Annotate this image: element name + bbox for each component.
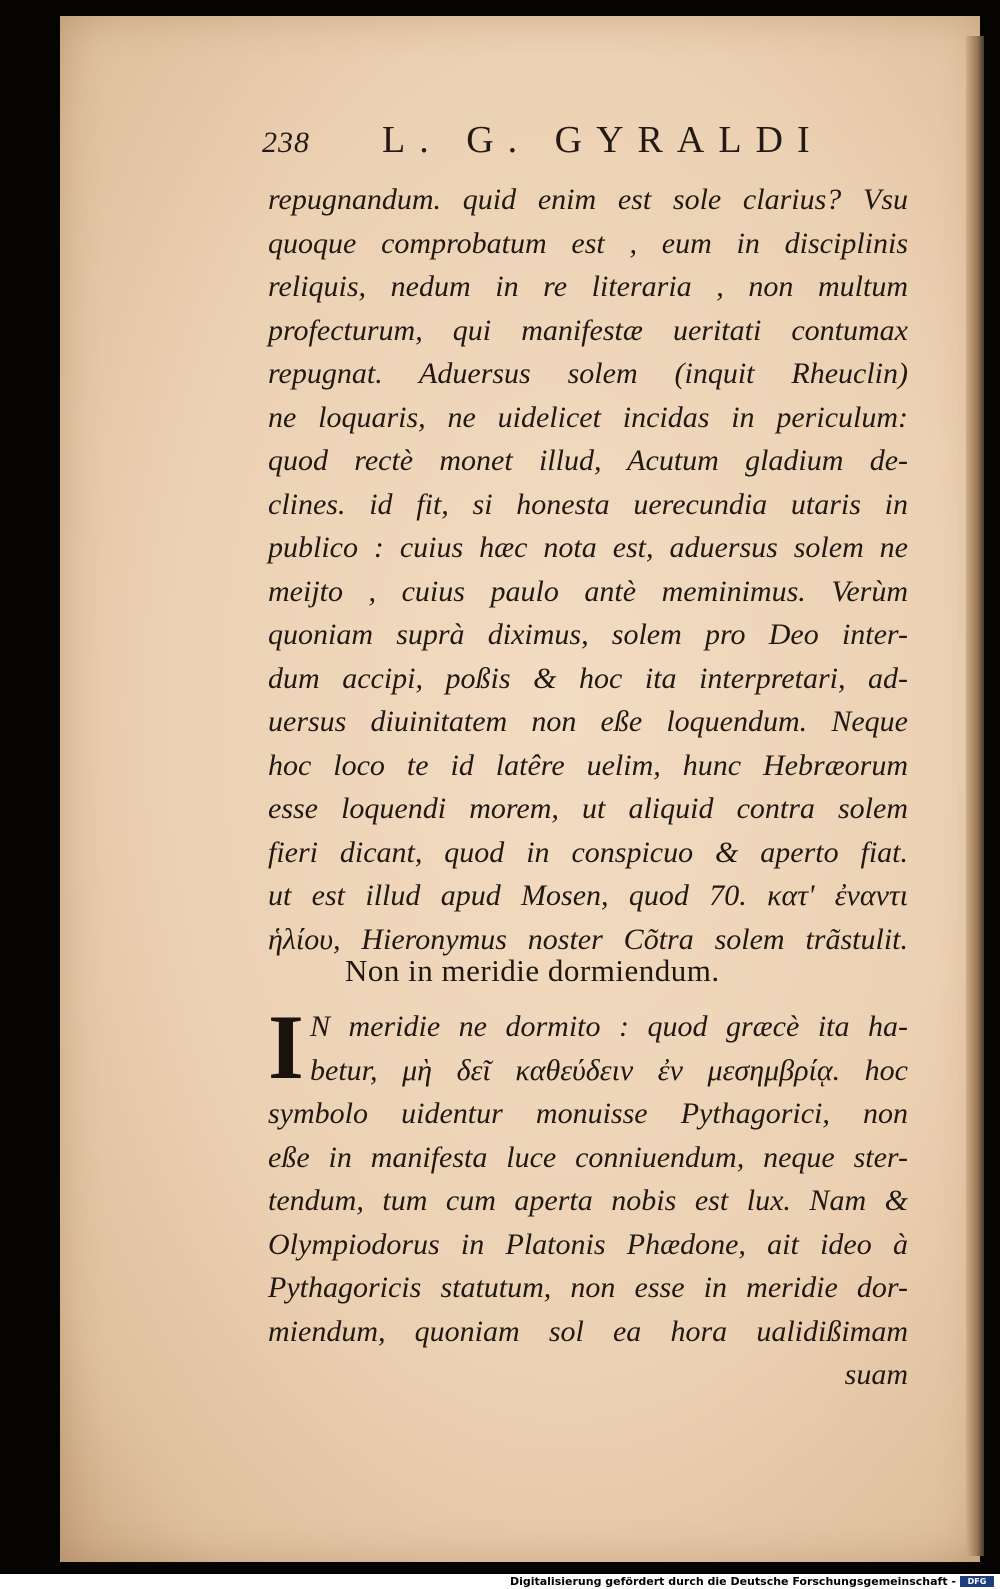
text-line: N meridie ne dormito : quod græcè ita ha- bbox=[310, 1010, 908, 1043]
text-line: quod rectè monet illud, Acutum gladium de- bbox=[268, 444, 908, 477]
text-line: repugnandum. quid enim est sole clarius? Vsu bbox=[268, 183, 908, 216]
body-text bbox=[268, 178, 908, 961]
section-heading: Non in meridie dormiendum. bbox=[345, 953, 720, 988]
page-number: 238 bbox=[262, 126, 310, 159]
text-line: meijto , cuius paulo antè meminimus. Verùm bbox=[268, 574, 908, 608]
text-line: fieri dicant, quod in conspicuo & aperto fiat. bbox=[268, 835, 908, 869]
section-text bbox=[268, 996, 908, 1397]
text-line: quoniam suprà diximus, solem pro Deo inter- bbox=[268, 618, 908, 651]
catchword: suam bbox=[844, 1358, 908, 1391]
text-line: publico : cuius hæc nota est, aduersus solem ne bbox=[268, 531, 908, 564]
text-line: uersus diuinitatem non eße loquendum. Neque bbox=[268, 705, 908, 738]
text-line: quoque comprobatum est , eum in disciplinis bbox=[268, 226, 908, 260]
text-line: symbolo uidentur monuisse Pythagorici, non bbox=[268, 1097, 908, 1130]
text-line: esse loquendi morem, ut aliquid contra solem bbox=[268, 792, 908, 825]
text-line: profecturum, qui manifestæ ueritati contumax bbox=[268, 313, 908, 347]
page-edge bbox=[966, 36, 984, 1556]
text-line: clines. id fit, si honesta uerecundia utaris in bbox=[268, 487, 908, 521]
text-line: reliquis, nedum in re literaria , non multum bbox=[268, 270, 908, 303]
funding-credit: Digitalisierung gefördert durch die Deutsche Forschungsgemeinschaft - bbox=[509, 1575, 956, 1588]
page-header bbox=[262, 118, 882, 178]
text-line: Pythagoricis statutum, non esse in meridie dor- bbox=[268, 1271, 908, 1304]
text-line: eße in manifesta luce conniuendum, neque ster- bbox=[268, 1140, 908, 1174]
footer-bar bbox=[0, 1574, 1000, 1589]
text-line: miendum, quoniam sol ea hora ualidißimam bbox=[268, 1314, 908, 1348]
drop-cap-initial: I bbox=[268, 996, 304, 1098]
text-line: ne loquaris, ne uidelicet incidas in periculum: bbox=[268, 400, 908, 434]
text-line: ut est illud apud Mosen, quod 70. κατ' ἐναντι bbox=[268, 879, 908, 912]
text-line: hoc loco te id latêre uelim, hunc Hebræorum bbox=[268, 748, 908, 782]
text-line: Olympiodorus in Platonis Phædone, ait ideo à bbox=[268, 1227, 908, 1261]
text-line: ἡλίου, Hieronymus noster Cõtra solem trãstulit. bbox=[268, 922, 908, 956]
text-line: dum accipi, poßis & hoc ita interpretari, ad- bbox=[268, 661, 908, 695]
text-line: betur, μὴ δεῖ καθεύδειν ἐν μεσημβρίᾳ. hoc bbox=[310, 1053, 908, 1087]
dfg-logo: DFG bbox=[960, 1576, 994, 1587]
running-head: L. G. GYRALDI bbox=[382, 119, 824, 161]
text-line: repugnat. Aduersus solem (inquit Rheuclin) bbox=[268, 357, 908, 390]
text-line: tendum, tum cum aperta nobis est lux. Nam & bbox=[268, 1184, 908, 1217]
